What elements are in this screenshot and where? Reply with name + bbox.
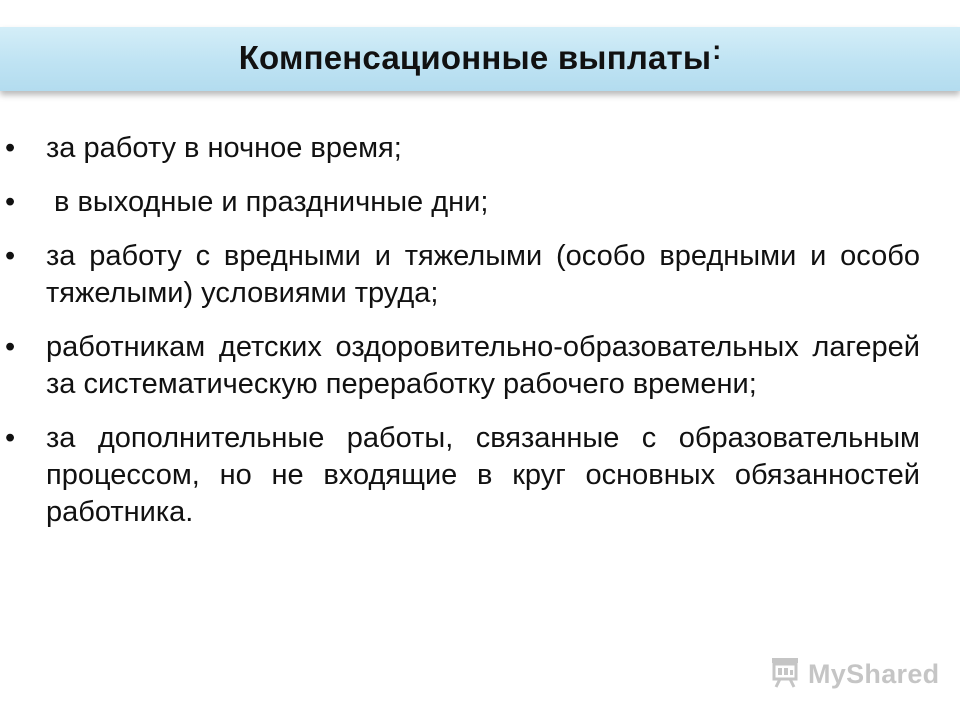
- myshared-watermark[interactable]: [768, 656, 939, 692]
- bullet-text: за дополнительные работы, связанные с образовательным процессом, но не входящие в круг основных обязанностей работника.: [46, 422, 920, 528]
- bullet-text: работникам детских оздоровительно-образовательных лагерей за систематическую переработку рабочего времени;: [46, 331, 920, 400]
- watermark-label: MyShared: [808, 658, 940, 689]
- bullet-marker: •: [5, 422, 16, 454]
- bullet-item: [0, 130, 960, 167]
- slide-title-colon: :: [712, 35, 722, 65]
- bullet-item: [0, 238, 960, 312]
- bullet-text: за работу в ночное время;: [46, 132, 402, 164]
- bullet-list: [0, 130, 960, 548]
- bullet-marker: •: [5, 240, 16, 272]
- bullet-marker: •: [5, 186, 16, 218]
- bullet-marker: •: [5, 331, 16, 363]
- bullet-text: за работу с вредными и тяжелыми (особо вредными и особо тяжелыми) условиями труда;: [46, 240, 920, 309]
- title-banner: [0, 27, 960, 91]
- bullet-item: [0, 420, 960, 531]
- bullet-item: [0, 329, 960, 403]
- bullet-item: [0, 184, 960, 221]
- slide-title: Компенсационные выплаты: [238, 39, 712, 76]
- bullet-text: в выходные и праздничные дни;: [46, 186, 489, 218]
- bullet-marker: •: [5, 132, 16, 164]
- presentation-board-icon: [768, 655, 802, 694]
